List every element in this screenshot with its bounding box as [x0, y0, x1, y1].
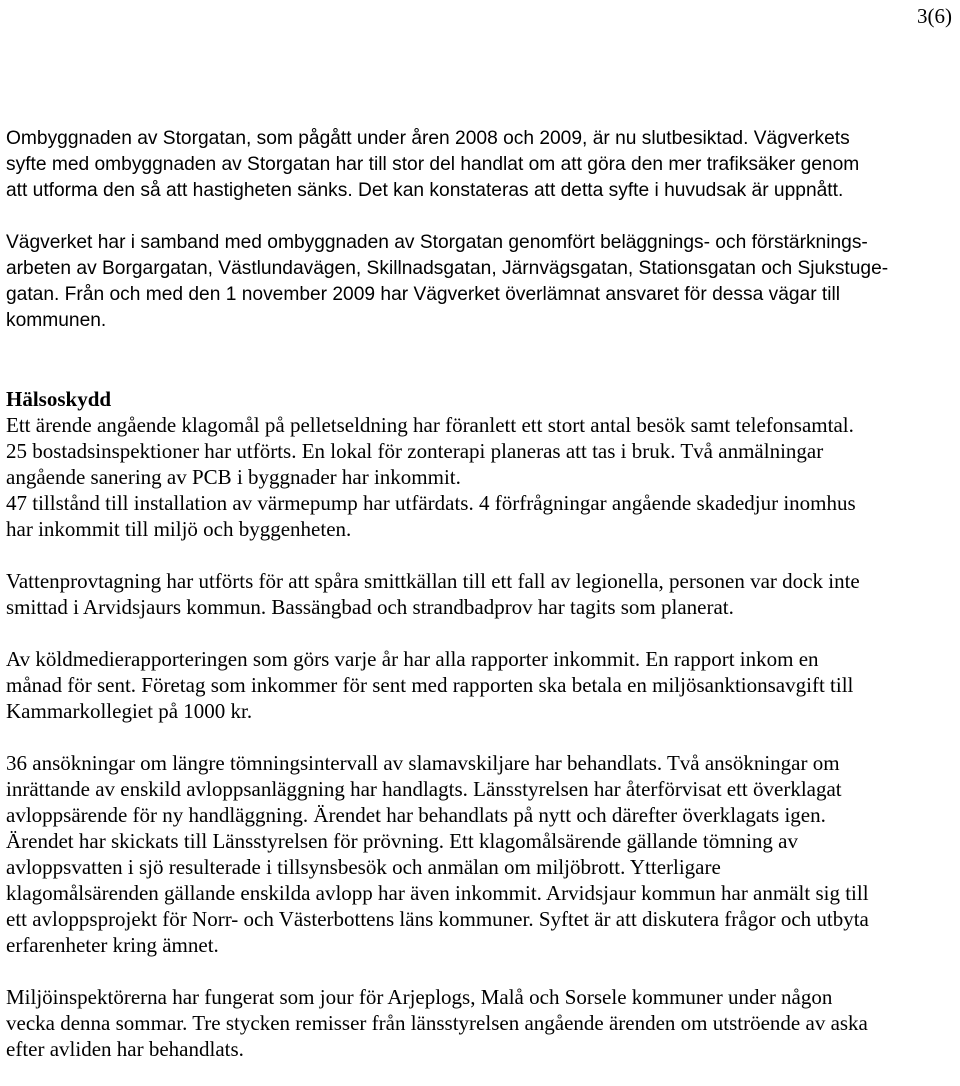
text-line: vecka denna sommar. Tre stycken remisser från länsstyrelsen angående ärenden om utströende av aska: [6, 1011, 868, 1035]
text-line: avloppsärende för ny handläggning. Ärendet har behandlats på nytt och därefter överklagats igen.: [6, 803, 826, 827]
text-line: klagomålsärenden gällande enskilda avlopp har även inkommit. Arvidsjaur kommun har anmält sig till: [6, 881, 869, 905]
text-line: att utforma den så att hastigheten sänks. Det kan konstateras att detta syfte i huvudsak är uppnått.: [6, 180, 844, 201]
text-line: inrättande av enskild avloppsanläggning har handlagts. Länsstyrelsen har återförvisat ett överklagat: [6, 777, 842, 801]
document-body: [6, 126, 956, 1062]
text-line: 25 bostadsinspektioner har utförts. En lokal för zonterapi planeras att tas i bruk. Två anmälningar: [6, 439, 824, 463]
paragraph-storgatan: [6, 126, 956, 204]
text-line: efter avliden har behandlats.: [6, 1037, 244, 1061]
text-line: syfte med ombyggnaden av Storgatan har till stor del handlat om att göra den mer trafiksäker genom: [6, 154, 860, 175]
text-line: 36 ansökningar om längre tömningsintervall av slamavskiljare har behandlats. Två ansökningar om: [6, 751, 840, 775]
text-line: gatan. Från och med den 1 november 2009 har Vägverket överlämnat ansvaret för dessa vägar till: [6, 284, 841, 305]
section-spacer: [6, 334, 956, 386]
text-line: månad för sent. Företag som inkommer för sent med rapporten ska betala en miljösanktionsavgift till: [6, 673, 854, 697]
text-line: arbeten av Borgargatan, Västlundavägen, Skillnadsgatan, Järnvägsgatan, Stationsgatan och Sjukstuge-: [6, 258, 889, 279]
text-line: ett avloppsprojekt för Norr- och Västerbottens läns kommuner. Syftet är att diskutera frågor och utbyta: [6, 907, 869, 931]
text-line: Miljöinspektörerna har fungerat som jour för Arjeplogs, Malå och Sorsele kommuner under någon: [6, 985, 833, 1009]
paragraph-spacer: [6, 724, 956, 750]
text-line: Kammarkollegiet på 1000 kr.: [6, 699, 253, 723]
paragraph-spacer: [6, 542, 956, 568]
paragraph-spacer: [6, 204, 956, 230]
text-line: Vattenprovtagning har utförts för att spåra smittkällan till ett fall av legionella, personen var dock inte: [6, 569, 860, 593]
paragraph-spacer: [6, 958, 956, 984]
paragraph-koldmedia: [6, 646, 956, 724]
paragraph-vattenprov: [6, 568, 956, 620]
paragraph-jour: [6, 984, 956, 1062]
text-line: Ombyggnaden av Storgatan, som pågått under åren 2008 och 2009, är nu slutbesiktad. Vägverkets: [6, 128, 850, 149]
text-line: Av köldmedierapporteringen som görs varje år har alla rapporter inkommit. En rapport inkom en: [6, 647, 819, 671]
paragraph-halsoskydd: [6, 412, 956, 542]
text-line: kommunen.: [6, 310, 107, 331]
paragraph-vagverket: [6, 230, 956, 334]
section-heading-halsoskydd: Hälsoskydd: [6, 387, 112, 411]
text-line: Ett ärende angående klagomål på pelletseldning har föranlett ett stort antal besök samt telefonsamtal.: [6, 413, 854, 437]
paragraph-avlopp: [6, 750, 956, 958]
text-line: Ärendet har skickats till Länsstyrelsen för prövning. Ett klagomålsärende gällande tömning av: [6, 829, 798, 853]
text-line: avloppsvatten i sjö resulterade i tillsynsbesök och anmälan om miljöbrott. Ytterligare: [6, 855, 721, 879]
text-line: angående sanering av PCB i byggnader har inkommit.: [6, 465, 461, 489]
text-line: 47 tillstånd till installation av värmepump har utfärdats. 4 förfrågningar angående skadedjur inomhus: [6, 491, 856, 515]
text-line: smittad i Arvidsjaurs kommun. Bassängbad och strandbadprov har tagits som planerat.: [6, 595, 734, 619]
text-line: Vägverket har i samband med ombyggnaden av Storgatan genomfört beläggnings- och förstärknings-: [6, 232, 868, 253]
text-line: har inkommit till miljö och byggenheten.: [6, 517, 352, 541]
page-number: 3(6): [917, 4, 952, 28]
text-line: erfarenheter kring ämnet.: [6, 933, 219, 957]
paragraph-spacer: [6, 620, 956, 646]
